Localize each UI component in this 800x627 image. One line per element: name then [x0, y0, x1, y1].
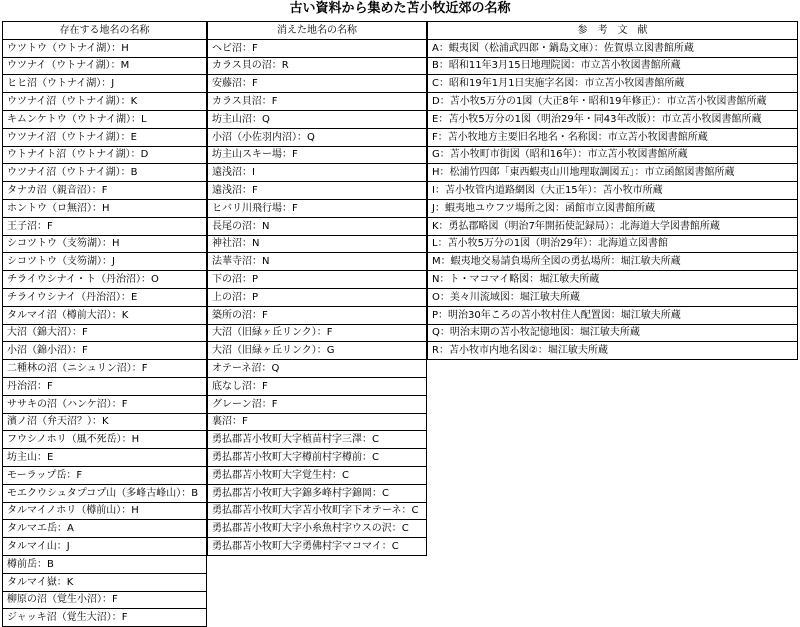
vanished-name-cell: カラス貝沼：F — [208, 93, 427, 111]
table-row — [3, 342, 207, 360]
reference-cell: J：蝦夷地ユウフツ場所之図：函館市立図書館所蔵 — [428, 199, 798, 217]
vanished-name-cell: グレーン沼：F — [208, 395, 427, 413]
table-row — [208, 431, 427, 449]
vanished-name-cell: 長尾の沼：N — [208, 217, 427, 235]
existing-name-cell: チライウシナイ・ト（丹治沼）：O — [3, 271, 207, 289]
reference-cell: N：ト・マコマイ略図：堀江敏夫所蔵 — [428, 271, 798, 289]
table-row — [208, 324, 427, 342]
existing-name-cell: ウツナイ沼（ウトナイ湖）：K — [3, 93, 207, 111]
vanished-name-cell: 勇払郡苫小牧町大字覚生村：C — [208, 466, 427, 484]
existing-name-cell: ジャッキ沼（覚生大沼）：F — [3, 609, 207, 627]
vanished-name-cell: ヒバリ川飛行場：F — [208, 199, 427, 217]
table-row — [428, 306, 798, 324]
vanished-name-cell: 坊主山沼：Q — [208, 110, 427, 128]
existing-name-cell: 樽前岳：B — [3, 555, 207, 573]
table-row — [3, 146, 207, 164]
vanished-name-cell: 勇払郡苫小牧町大字勇佛村字マコマイ：C — [208, 538, 427, 556]
table-row — [428, 288, 798, 306]
table-row — [208, 271, 427, 289]
table-row — [3, 484, 207, 502]
vanished-name-cell: 築所の沼：F — [208, 306, 427, 324]
table-row — [3, 128, 207, 146]
table-row — [208, 217, 427, 235]
existing-name-cell: モーラップ岳：F — [3, 466, 207, 484]
table-row — [3, 271, 207, 289]
vanished-name-cell: 勇払郡苫小牧町大字錦多峰村字錦岡：C — [208, 484, 427, 502]
table-row — [3, 431, 207, 449]
vanished-name-cell: 坊主山スキー場：F — [208, 146, 427, 164]
table-row — [208, 342, 427, 360]
vanished-name-cell: 勇払郡苫小牧町大字樽前村字樽前：C — [208, 449, 427, 467]
table-row — [428, 342, 798, 360]
vanished-name-cell: 底なし沼：F — [208, 377, 427, 395]
table-row — [3, 360, 207, 378]
existing-names-table — [2, 21, 207, 627]
table-row — [208, 93, 427, 111]
vanished-name-cell: 法華寺沼：N — [208, 253, 427, 271]
table-row — [3, 164, 207, 182]
reference-cell: A：蝦夷図（松浦武四郎・鍋島文庫）：佐賀県立図書館所蔵 — [428, 39, 798, 57]
vanished-name-cell: 神社沼：N — [208, 235, 427, 253]
table-row — [208, 288, 427, 306]
vanished-name-cell: 大沼（旧緑ヶ丘リンク）：G — [208, 342, 427, 360]
table-row — [208, 110, 427, 128]
vanished-name-cell: 大沼（旧緑ヶ丘リンク）：F — [208, 324, 427, 342]
vanished-name-cell: 勇払郡苫小牧町大字苫小牧町字下オテーネ：C — [208, 502, 427, 520]
table-row — [208, 484, 427, 502]
table-row — [3, 520, 207, 538]
table-row — [208, 449, 427, 467]
vanished-name-cell: 勇払郡苫小牧町大字植苗村字三澤：C — [208, 431, 427, 449]
reference-cell: C：昭和19年1月1日実施字名図：市立苫小牧図書館所蔵 — [428, 75, 798, 93]
table-row — [208, 413, 427, 431]
existing-name-cell: タルマイ山：J — [3, 538, 207, 556]
table-row — [208, 146, 427, 164]
existing-name-cell: ウツナイ沼（ウトナイ湖）：E — [3, 128, 207, 146]
table-row — [208, 75, 427, 93]
table-row — [3, 502, 207, 520]
table-row — [3, 110, 207, 128]
table-row — [428, 217, 798, 235]
vanished-name-cell: 小沼（小佐羽内沼）：Q — [208, 128, 427, 146]
table-row — [208, 395, 427, 413]
existing-name-cell: タルマイ嶽：K — [3, 573, 207, 591]
existing-name-cell: ウツトウ（ウトナイ湖）：H — [3, 39, 207, 57]
table-row — [208, 128, 427, 146]
existing-name-cell: 濱ノ沼（弁天沼？）：K — [3, 413, 207, 431]
vanished-name-cell: オテーネ沼：Q — [208, 360, 427, 378]
existing-name-cell: ウトナイト沼（ウトナイ湖）：D — [3, 146, 207, 164]
vanished-name-cell: ヘビ沼：F — [208, 39, 427, 57]
existing-name-cell: ヒヒ沼（ウトナイ湖）：J — [3, 75, 207, 93]
reference-cell: D：苫小牧5万分の1図（大正8年・昭和19年修正）：市立苫小牧図書館所蔵 — [428, 93, 798, 111]
existing-name-cell: ウツナイ沼（ウトナイ湖）：B — [3, 164, 207, 182]
existing-name-cell: キムンケトウ（ウトナイ湖）：L — [3, 110, 207, 128]
table-row — [428, 235, 798, 253]
table-row — [428, 253, 798, 271]
vanished-name-cell: 裏沼：F — [208, 413, 427, 431]
reference-cell: E：苫小牧5万分の1図（明治29年・同43年改版）：市立苫小牧図書館所蔵 — [428, 110, 798, 128]
existing-name-cell: 二種林の沼（ニシュリン沼）：F — [3, 360, 207, 378]
references-table — [427, 21, 798, 360]
table-row — [3, 413, 207, 431]
existing-name-cell: 柳原の沼（覚生小沼）：F — [3, 591, 207, 609]
table-row — [428, 39, 798, 57]
existing-name-cell: 王子沼：F — [3, 217, 207, 235]
table-row — [3, 306, 207, 324]
table-row — [208, 306, 427, 324]
existing-name-cell: ササキの沼（ハンケ沼）：F — [3, 395, 207, 413]
table-row — [3, 182, 207, 200]
table-row — [3, 555, 207, 573]
table-row — [3, 288, 207, 306]
page-title: 古い資料から集めた苫小牧近郊の名称 — [289, 1, 511, 16]
table-row — [208, 39, 427, 57]
table-row — [208, 360, 427, 378]
table-row — [208, 538, 427, 556]
table-row — [208, 520, 427, 538]
vanished-name-cell: 遠浅沼：F — [208, 182, 427, 200]
table-row — [208, 466, 427, 484]
existing-name-cell: チライウシナイ（丹治沼）：E — [3, 288, 207, 306]
vanished-name-cell: 勇払郡苫小牧町大字小糸魚村字ウスの沢：C — [208, 520, 427, 538]
references-header: 参 考 文 献 — [428, 22, 798, 40]
table-row — [208, 502, 427, 520]
table-row — [208, 253, 427, 271]
existing-name-cell: タルマイノホリ（樽前山）：H — [3, 502, 207, 520]
existing-name-cell: 大沼（錦大沼）：F — [3, 324, 207, 342]
vanished-names-header: 消えた地名の名称 — [208, 22, 427, 40]
table-row — [3, 199, 207, 217]
table-row — [3, 538, 207, 556]
existing-name-cell: ホントウ（ロ無沼）：H — [3, 199, 207, 217]
existing-name-cell: タルマイ沼（樽前大沼）：K — [3, 306, 207, 324]
table-row — [208, 182, 427, 200]
table-row — [3, 591, 207, 609]
vanished-name-cell: 遠浅沼：I — [208, 164, 427, 182]
table-row — [208, 199, 427, 217]
existing-name-cell: 丹治沼：F — [3, 377, 207, 395]
table-row — [3, 466, 207, 484]
table-row — [3, 449, 207, 467]
table-row — [3, 324, 207, 342]
reference-cell: H：松浦竹四郎「東西蝦夷山川地理取調図五」：市立函館図書館所蔵 — [428, 164, 798, 182]
reference-cell: R：苫小牧市内地名図②：堀江敏夫所蔵 — [428, 342, 798, 360]
table-row — [3, 75, 207, 93]
vanished-names-table — [207, 21, 427, 556]
vanished-name-cell: 安藤沼：F — [208, 75, 427, 93]
table-row — [428, 146, 798, 164]
existing-name-cell: シコツトウ（支笏湖）：H — [3, 235, 207, 253]
reference-cell: B：昭和11年3月15日地理院図：市立苫小牧図書館所蔵 — [428, 57, 798, 75]
table-row — [428, 199, 798, 217]
table-row — [208, 57, 427, 75]
vanished-name-cell: 下の沼：P — [208, 271, 427, 289]
table-row — [428, 128, 798, 146]
table-row — [208, 235, 427, 253]
reference-cell: K：勇払郡略図（明治7年開拓使記録局）：北海道大学図書館所蔵 — [428, 217, 798, 235]
vanished-name-cell: 上の沼：P — [208, 288, 427, 306]
table-row — [3, 253, 207, 271]
vanished-name-cell: カラス貝の沼：R — [208, 57, 427, 75]
table-row — [208, 164, 427, 182]
table-row — [428, 93, 798, 111]
reference-cell: G：苫小牧町市街図（昭和16年）：市立苫小牧図書館所蔵 — [428, 146, 798, 164]
table-row — [3, 573, 207, 591]
table-row — [428, 271, 798, 289]
existing-name-cell: 坊主山：E — [3, 449, 207, 467]
reference-cell: Q：明治末期の苫小牧記憶地図：堀江敏夫所蔵 — [428, 324, 798, 342]
reference-cell: L：苫小牧5万分の1図（明治29年）：北海道立図書館 — [428, 235, 798, 253]
table-row — [3, 235, 207, 253]
reference-cell: M：蝦夷地交易請負場所全図の勇払場所：堀江敏夫所蔵 — [428, 253, 798, 271]
table-row — [208, 377, 427, 395]
table-row — [428, 110, 798, 128]
table-row — [3, 395, 207, 413]
table-row — [428, 75, 798, 93]
existing-name-cell: 小沼（錦小沼）：F — [3, 342, 207, 360]
table-row — [3, 57, 207, 75]
existing-name-cell: シコツトウ（支笏湖）：J — [3, 253, 207, 271]
existing-names-header: 存在する地名の名称 — [3, 22, 207, 40]
existing-name-cell: タナカ沼（親音沼）：F — [3, 182, 207, 200]
table-row — [3, 377, 207, 395]
existing-name-cell: モエクウシュタプコプ山（多峰古峰山）：B — [3, 484, 207, 502]
table-row — [428, 57, 798, 75]
table-row — [3, 93, 207, 111]
table-row — [428, 182, 798, 200]
existing-name-cell: ウツナイ（ウトナイ湖）：M — [3, 57, 207, 75]
table-row — [3, 609, 207, 627]
reference-cell: I：苫小牧管内道路網図（大正15年）：苫小牧市所蔵 — [428, 182, 798, 200]
reference-cell: F：苫小牧地方主要旧名地名・名称図：市立苫小牧図書館所蔵 — [428, 128, 798, 146]
reference-cell: O：美々川流域図：堀江敏夫所蔵 — [428, 288, 798, 306]
existing-name-cell: フウシノホリ（風不死岳）：H — [3, 431, 207, 449]
table-row — [428, 324, 798, 342]
existing-name-cell: タルマエ岳：A — [3, 520, 207, 538]
reference-cell: P：明治30年ころの苫小牧村住人配置図：堀江敏夫所蔵 — [428, 306, 798, 324]
table-row — [3, 217, 207, 235]
table-row — [428, 164, 798, 182]
table-row — [3, 39, 207, 57]
